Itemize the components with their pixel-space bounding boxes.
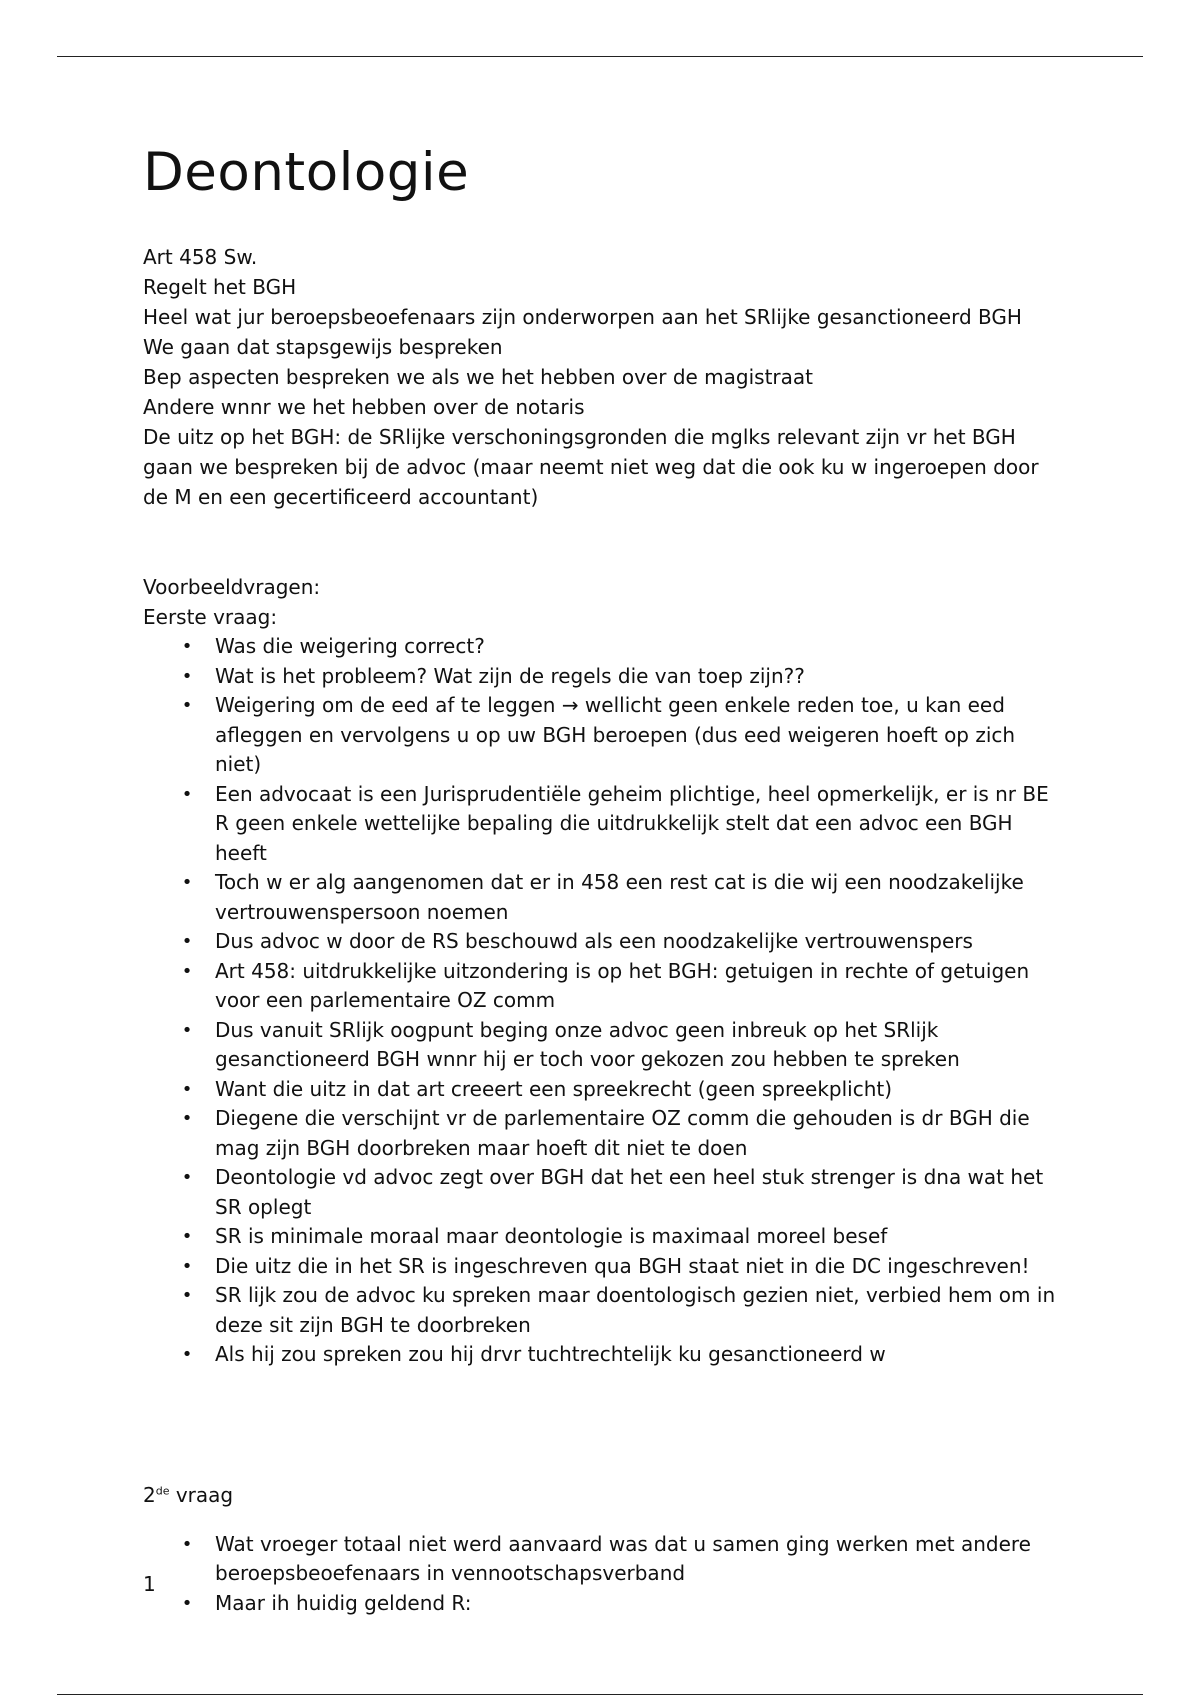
intro-block (143, 242, 1063, 512)
bullet-icon: • (181, 1078, 193, 1100)
bullet-icon: • (181, 960, 193, 982)
document-title: Deontologie (143, 142, 470, 203)
list-item (181, 1252, 1063, 1282)
list-item (181, 780, 1063, 869)
bullet-icon: • (181, 1592, 193, 1614)
list-item-text: Wat vroeger totaal niet werd aanvaard was dat u samen ging werken met andere beroepsbeoefenaars in vennootschapsverband (215, 1531, 1031, 1585)
intro-line: Heel wat jur beroepsbeoefenaars zijn onderworpen aan het SRlijke gesanctioneerd BGH (143, 305, 1022, 329)
list-item-text: Diegene die verschijnt vr de parlementaire OZ comm die gehouden is dr BGH die mag zijn BGH doorbreken maar hoeft dit niet te doen (215, 1106, 1030, 1160)
list-item-text: Die uitz die in het SR is ingeschreven qua BGH staat niet in die DC ingeschreven! (215, 1253, 1030, 1278)
list-item (181, 1222, 1063, 1252)
bullet-icon: • (181, 1533, 193, 1555)
list-item-text: Als hij zou spreken zou hij drvr tuchtrechtelijk ku gesanctioneerd w (215, 1342, 886, 1366)
second-question-list (143, 1530, 1063, 1619)
bullet-icon: • (181, 695, 193, 716)
second-question-superscript: de (155, 1483, 170, 1497)
intro-line: We gaan dat stapsgewijs bespreken (143, 335, 503, 359)
intro-paragraph: De uitz op het BGH: de SRlijke verschoningsgronden die mglks relevant zijn vr het BGH gaan we bespreken bij de advoc (maar neemt niet weg dat die ook ku w ingeroepen door de M en een gecertificeerd accountant) (143, 425, 1039, 509)
list-item-text: Wat is het probleem? Wat zijn de regels die van toep zijn?? (215, 663, 805, 688)
bullet-icon: • (181, 931, 193, 952)
list-item (181, 1104, 1063, 1163)
list-item-text: Maar ih huidig geldend R: (215, 1590, 472, 1615)
bullet-icon: • (181, 872, 193, 893)
list-item-text: Toch w er alg aangenomen dat er in 458 een rest cat is die wij een noodzakelijke vertrouwenspersoon noemen (215, 870, 1024, 924)
second-question-label (143, 1480, 1063, 1510)
bullet-icon: • (181, 636, 193, 657)
list-item (181, 927, 1063, 957)
intro-line: Bep aspecten bespreken we als we het hebben over de magistraat (143, 365, 813, 389)
list-item (181, 1016, 1063, 1075)
list-item (181, 691, 1063, 780)
list-item (181, 868, 1063, 927)
intro-line: Regelt het BGH (143, 275, 297, 299)
intro-line: Andere wnnr we het hebben over de notaris (143, 395, 585, 419)
list-item-text: Weigering om de eed af te leggen → wellicht geen enkele reden toe, u kan eed afleggen en vervolgens u op uw BGH beroepen (dus eed weigeren hoeft op zich niet) (215, 693, 1016, 776)
bullet-icon: • (181, 665, 193, 687)
list-item (181, 632, 1063, 662)
page-number: 1 (143, 1572, 156, 1596)
list-item-text: Deontologie vd advoc zegt over BGH dat het een heel stuk strenger is dna wat het SR oplegt (215, 1165, 1044, 1219)
list-item-text: Art 458: uitdrukkelijke uitzondering is op het BGH: getuigen in rechte of getuigen voor een parlementaire OZ comm (215, 958, 1030, 1012)
list-item (181, 1075, 1063, 1105)
list-item-text: SR lijk zou de advoc ku spreken maar doentologisch gezien niet, verbied hem om in deze sit zijn BGH te doorbreken (215, 1283, 1056, 1337)
bullet-icon: • (181, 1108, 193, 1129)
list-item-text: Was die weigering correct? (215, 634, 485, 658)
list-item-text: Want die uitz in dat art creeert een spreekrecht (geen spreekplicht) (215, 1076, 893, 1101)
second-question-text: vraag (169, 1482, 234, 1507)
first-question-label: Eerste vraag: (143, 605, 278, 629)
list-item (181, 1340, 1063, 1370)
bullet-icon: • (181, 783, 193, 805)
list-item-text: Dus advoc w door de RS beschouwd als een noodzakelijke vertrouwenspers (215, 929, 973, 953)
list-item (181, 1281, 1063, 1340)
bullet-icon: • (181, 1344, 193, 1365)
list-item (181, 1589, 1063, 1619)
page-content (143, 138, 1063, 1618)
list-item (181, 1163, 1063, 1222)
bullet-icon: • (181, 1167, 193, 1188)
spacer (143, 1370, 1063, 1460)
list-item-text: Dus vanuit SRlijk oogpunt beging onze advoc geen inbreuk op het SRlijk gesanctioneerd BGH wnnr hij er toch voor gekozen zou hebben te spreken (215, 1017, 960, 1071)
first-question-list (143, 632, 1063, 1370)
intro-line: Art 458 Sw. (143, 245, 258, 269)
examples-heading: Voorbeeldvragen: (143, 575, 321, 599)
bullet-icon: • (181, 1019, 193, 1041)
header-rule (57, 56, 1143, 57)
list-item-text: Een advocaat is een Jurisprudentiële geheim plichtige, heel opmerkelijk, er is nr BE R geen enkele wettelijke bepaling die uitdrukkelijk stelt dat een advoc een BGH heeft (215, 781, 1049, 865)
list-item (181, 957, 1063, 1016)
footer-rule (57, 1694, 1143, 1695)
second-question-number: 2 (143, 1482, 156, 1507)
list-item-text: SR is minimale moraal maar deontologie is maximaal moreel besef (215, 1224, 888, 1248)
bullet-icon: • (181, 1255, 193, 1277)
bullet-icon: • (181, 1285, 193, 1306)
bullet-icon: • (181, 1226, 193, 1247)
list-item (181, 662, 1063, 692)
list-item (181, 1530, 1063, 1589)
spacer (143, 512, 1063, 572)
